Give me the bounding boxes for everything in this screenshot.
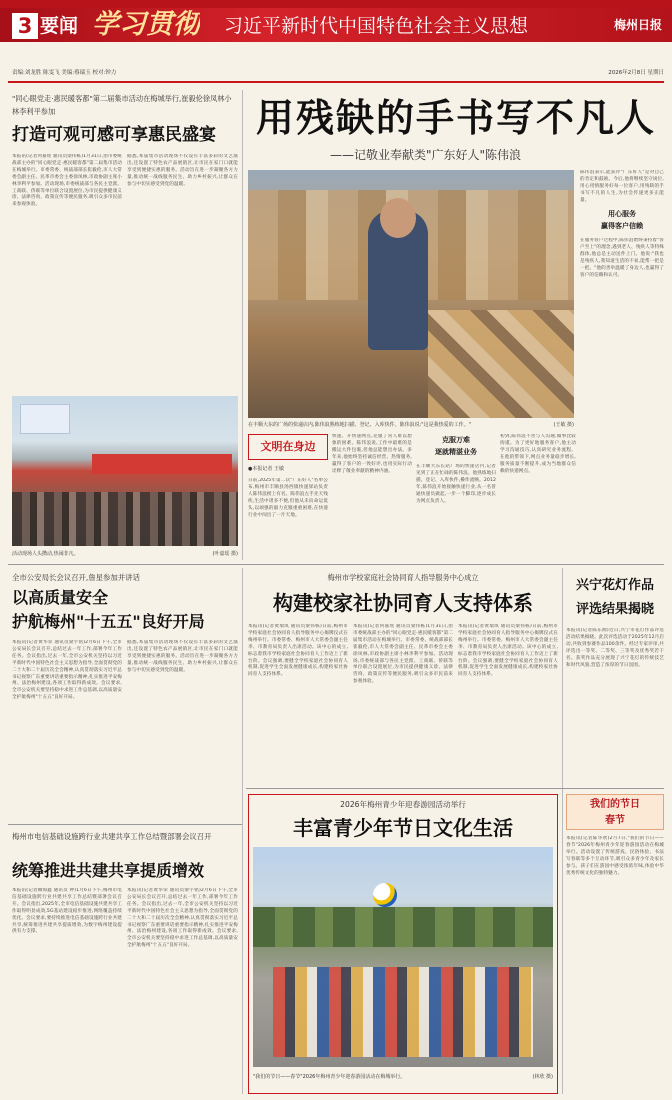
story6-credit: (林欣 摄)	[532, 1074, 553, 1080]
feature-col1: 日前,2025年第二次"广东好人"名单公布,梅州市丰顺县汤西镇快递驿站负责人陈伟浪榜上有名。陈伟浪左手先天残疾,生活中诸多不便,但他从未向命运低头,以顽强的毅力克服重重困难,在快递行业中闯出了一片天地。	[248, 478, 328, 518]
feature-caption: 在丰顺大东的广场的快递店内,陈伟浪熟练地扫描、登记、入库快件。陈伟浪说:"这是我热爱的工作。"	[248, 422, 471, 428]
column-title: 学习贯彻	[92, 9, 200, 40]
story5-col1: 本报讯(记者赖海鑫 通讯员 钟)1月6日下午,梅州市电信基础设施跨行业共建共享工作总结暨部署会议召开。会议指出,2025年,全市电信基础设施共建共享工作取得明显成效,5G基站建设稳步推进,网络覆盖持续优化。会议要求,要持续推进电信基础设施跨行业共建共享,统筹推进共建共享提质增效,为数字梅州建设提供有力支撑。	[12, 888, 122, 935]
issue-date: 2026年2月8日 星期日	[608, 70, 664, 76]
story1-kicker: "同心眼党走·惠民暖客都"第二届集市活动在梅城举行,崔毅伦徐凤林小林李利平参加	[12, 94, 232, 116]
story1-headline: 打造可观可感可享惠民盛宴	[12, 125, 216, 145]
story5-col2: 本报讯(记者黄华荣 通讯员梁宇铭)2月6日下午,全市公安局长会议召开,总结过去一年工作,部署今年工作任务。会议指出,过去一年,全市公安机关坚持以习近平新时代中国特色社会主义思想为指导,全面贯彻党的二十大和二十届历次全会精神,认真贯彻落实习近平总书记视察广东重要讲话重要指示精神,扎实推进平安梅州、法治梅州建设,各项工作取得新成效。会议要求,全市公安机关要坚持稳中求进工作总基调,以高质量安全护航梅州"十五五"良好开局。	[127, 888, 238, 949]
story4-text: 本报讯(记者陈东源)近日,兴宁市花灯作品评选活动结果揭晓。此次评选活动于2025年12月启动,共收到参赛作品100余件。经过专家评审,共评选出一等奖、二等奖、三等奖及优秀奖若干名。获奖作品充分展现了兴宁花灯的传统技艺和时代风貌,营造了浓厚的节日氛围。	[566, 628, 664, 668]
feature-byline: ●本报记者 王敏	[248, 466, 284, 472]
children-group	[273, 967, 533, 1057]
masthead	[0, 0, 672, 66]
story6-kicker: 2026年梅州青少年迎春游园活动举行	[340, 800, 466, 809]
divider-left	[242, 90, 243, 560]
story3-headline: 构建校家社协同育人支持体系	[273, 591, 533, 615]
crowd	[12, 492, 238, 546]
feature-subhead1: 克服万难 逐就精湛业务	[435, 436, 477, 456]
story3-kicker: 梅州市学校家庭社会协同育人指导服务中心成立	[327, 573, 479, 582]
story1-col2: 据悉,本届集市活动现场不仅设有丰富多彩的文艺演出,还设置了特色农产品展销区,让市民在家门口就能享受到便捷实惠的服务。活动旨在进一步凝聚各方力量,推动统一战线服务民生、助力乡村振兴,让群众在参与中切实感受到党的温暖。	[127, 154, 238, 187]
person-head	[380, 198, 416, 238]
editor-line: 责编:刘龙胜 陈雯飞 美编:蔡瑞玉 校对:钟力	[12, 70, 117, 76]
feature-headline: 用残缺的手书写不凡人	[255, 95, 656, 140]
story6-photo	[253, 847, 553, 1067]
story2-headline: 以高质量安全 护航梅州"十五五"良好开局	[12, 588, 205, 631]
story5-headline: 统筹推进共建共享提质增效	[12, 861, 205, 880]
divider-middle	[8, 564, 664, 565]
story3-col1: 本报讯(记者黄瑞琪 通讯员梁伟栋)日前,梅州市学校家庭社会协同育人指导服务中心揭牌仪式在梅州举行。市委常委、梅州市人大常委会副主任李、市教育局负责人出席活动。该中心的成立,标志着我市学校家庭社会协同育人工作迈上了新台阶。会议强调,要健全学校家庭社会协同育人机制,促进学生全面发展健康成长,构建校家社协同育人支持体系。	[248, 624, 348, 678]
festival-badge: 我们的节日 春节	[566, 794, 664, 830]
divider-center-lower	[246, 788, 664, 789]
feature-subtitle: ——记敬业奉献类"广东好人"陈伟浪	[330, 148, 522, 162]
story3-col3: 本报讯(记者黄瑞琪 通讯员梁伟栋)日前,梅州市学校家庭社会协同育人指导服务中心揭牌仪式在梅州举行。市委常委、梅州市人大常委会副主任李、市教育局负责人出席活动。该中心的成立,标志着我市学校家庭社会协同育人工作迈上了新台阶。会议强调,要健全学校家庭社会协同育人机制,促进学生全面发展健康成长,构建校家社协同育人支持体系。	[458, 624, 558, 678]
feature-col3: 在丰顺大东长站广场的快递店内,记者见到了正在忙碌的陈伟浪。他熟练地扫描、登记、入库快件,操作流畅。2012年,陈伟浪开始接触快递行业,从一名普通快递员做起,一步一个脚印,逐步成长为网点负责人。	[416, 464, 496, 504]
story1-credit: (叶嘉瑶 摄)	[212, 551, 238, 557]
story1-caption: 活动现场人头攒动,热闹非凡。	[12, 551, 79, 557]
masthead-bottom	[0, 42, 672, 66]
story2-col2: 据悉,本届集市活动现场不仅设有丰富多彩的文艺演出,还设置了特色农产品展销区,让市民在家门口就能享受到便捷实惠的服务。活动旨在进一步凝聚各方力量,推动统一战线服务民生、助力乡村振兴,让群众在参与中切实感受到党的温暖。	[127, 640, 238, 673]
story6-headline: 丰富青少年节日文化生活	[293, 816, 513, 840]
feature-col2: 快递、开快递网点,克服了常人难以想象的困难。陈伟浪说,工作中最难的是搬运大件包裹,但他总能想出办法。多年来,他始终坚持诚信经营、热情服务,赢得了客户的一致好评,也用实际行动诠释了敬业奉献的精神内涵。	[332, 434, 412, 474]
divider-left-2	[242, 568, 243, 1094]
volleyball-icon	[373, 883, 397, 907]
theme-title: 习近平新时代中国特色社会主义思想	[224, 15, 529, 37]
feature-col6: 在服务客户过程中,陈伟浪始终秉持着"客户至上"的理念,遇到老人、残疾人等特殊群体,他总是主动送件上门。他说:"我也是残疾人,我知道生活的不易,能帮一把是一把。"他的善举温暖了身边人,也赢得了客户的信赖和认可。	[580, 238, 664, 278]
feature-credit: (王敏 摄)	[553, 422, 574, 428]
story1-photo	[12, 396, 238, 546]
newspaper-logo: 梅州日报	[613, 18, 662, 32]
header-rule	[8, 81, 664, 83]
feature-subhead2: 用心服务 赢得客户信赖	[601, 210, 643, 230]
story2-col1: 本报讯(记者黄华荣 通讯员梁宇铭)2月6日下午,全市公安局长会议召开,总结过去一年工作,部署今年工作任务。会议指出,过去一年,全市公安机关坚持以习近平新时代中国特色社会主义思想为指导,全面贯彻党的二十大和二十届历次全会精神,认真贯彻落实习近平总书记视察广东重要讲话重要指示精神,扎实推进平安梅州、法治梅州建设,各项工作取得新成效。会议要求,全市公安机关要坚持稳中求进工作总基调,以高质量安全护航梅州"十五五"良好开局。	[12, 640, 122, 701]
civility-badge: 文明在身边	[248, 434, 328, 460]
divider-left-lower	[8, 824, 242, 825]
feature-col4: 初到,陈伟浪不善与人沟通,做事比较拘谨。为了更好地服务客户,他主动学习沟通技巧,认真研究业务流程。在他的带领下,网点业务量稳步增长,服务质量不断提升,成为当地群众信赖的快递网点。	[500, 434, 576, 474]
event-banner	[20, 404, 70, 434]
story6-caption: "我们的节日——春节"2026年梅州青少年迎春游园活动在梅城举行。	[253, 1074, 406, 1080]
story5-kicker: 梅州市电信基础设施跨行业共建共享工作总结暨部署会议召开	[12, 832, 212, 841]
divider-right	[562, 568, 563, 1094]
tree-line	[253, 907, 553, 947]
story4-headline: 兴宁花灯作品 评选结果揭晓	[575, 578, 654, 617]
section-name: 要闻	[40, 15, 79, 37]
feature-col5: 陈伟浪表示,能获评"广东好人"是对自己的肯定和鼓励。今后,他将继续坚守岗位,用心用情服务好每一位客户,用残缺的手书写不凡的人生,为社会传递更多正能量。	[580, 170, 664, 203]
page-number: 3	[12, 13, 38, 39]
story6-text: 本报讯(记者陈华欣)2月7日,"我们的节日——春节"2026年梅州青少年迎春游园活动在梅城举行。活动设置了传统游戏、民俗体验、书法写春联等多个互动环节,吸引众多青少年及家长参与。孩子们在游园中感受浓浓年味,体验中华优秀传统文化的独特魅力。	[566, 836, 664, 876]
parcel-pile	[428, 310, 574, 418]
story2-kicker: 全市公安局长会议召开,詹星参加并讲话	[12, 573, 140, 582]
feature-photo	[248, 170, 574, 418]
story1-col1: 本报讯(记者何嘉瑶 通讯员梁伟栋)1月31日,由市委统战部主办的"同心眼党走·惠民暖客都"第二届集市活动在梅城举行。市委常委、统战部部长崔毅伦,市人大常委会副主任、民革市委会主委徐凤林,市政协副主席小林李利平参加。活动现场,市委统战部与各民主党派、工商联、侨联等单位联合设置展位,为市民提供健康义诊、法律咨询、政策宣传等便民服务,吸引众多市民前来参观体验。	[12, 154, 122, 208]
booth-tent	[92, 454, 232, 474]
story3-col2: 本报讯(记者何嘉瑶 通讯员梁伟栋)1月31日,由市委统战部主办的"同心眼党走·惠民暖客都"第二届集市活动在梅城举行。市委常委、统战部部长崔毅伦,市人大常委会副主任、民革市委会主委徐凤林,市政协副主席小林李利平参加。活动现场,市委统战部与各民主党派、工商联、侨联等单位联合设置展位,为市民提供健康义诊、法律咨询、政策宣传等便民服务,吸引众多市民前来参观体验。	[353, 624, 453, 685]
story6-box	[248, 794, 558, 1094]
